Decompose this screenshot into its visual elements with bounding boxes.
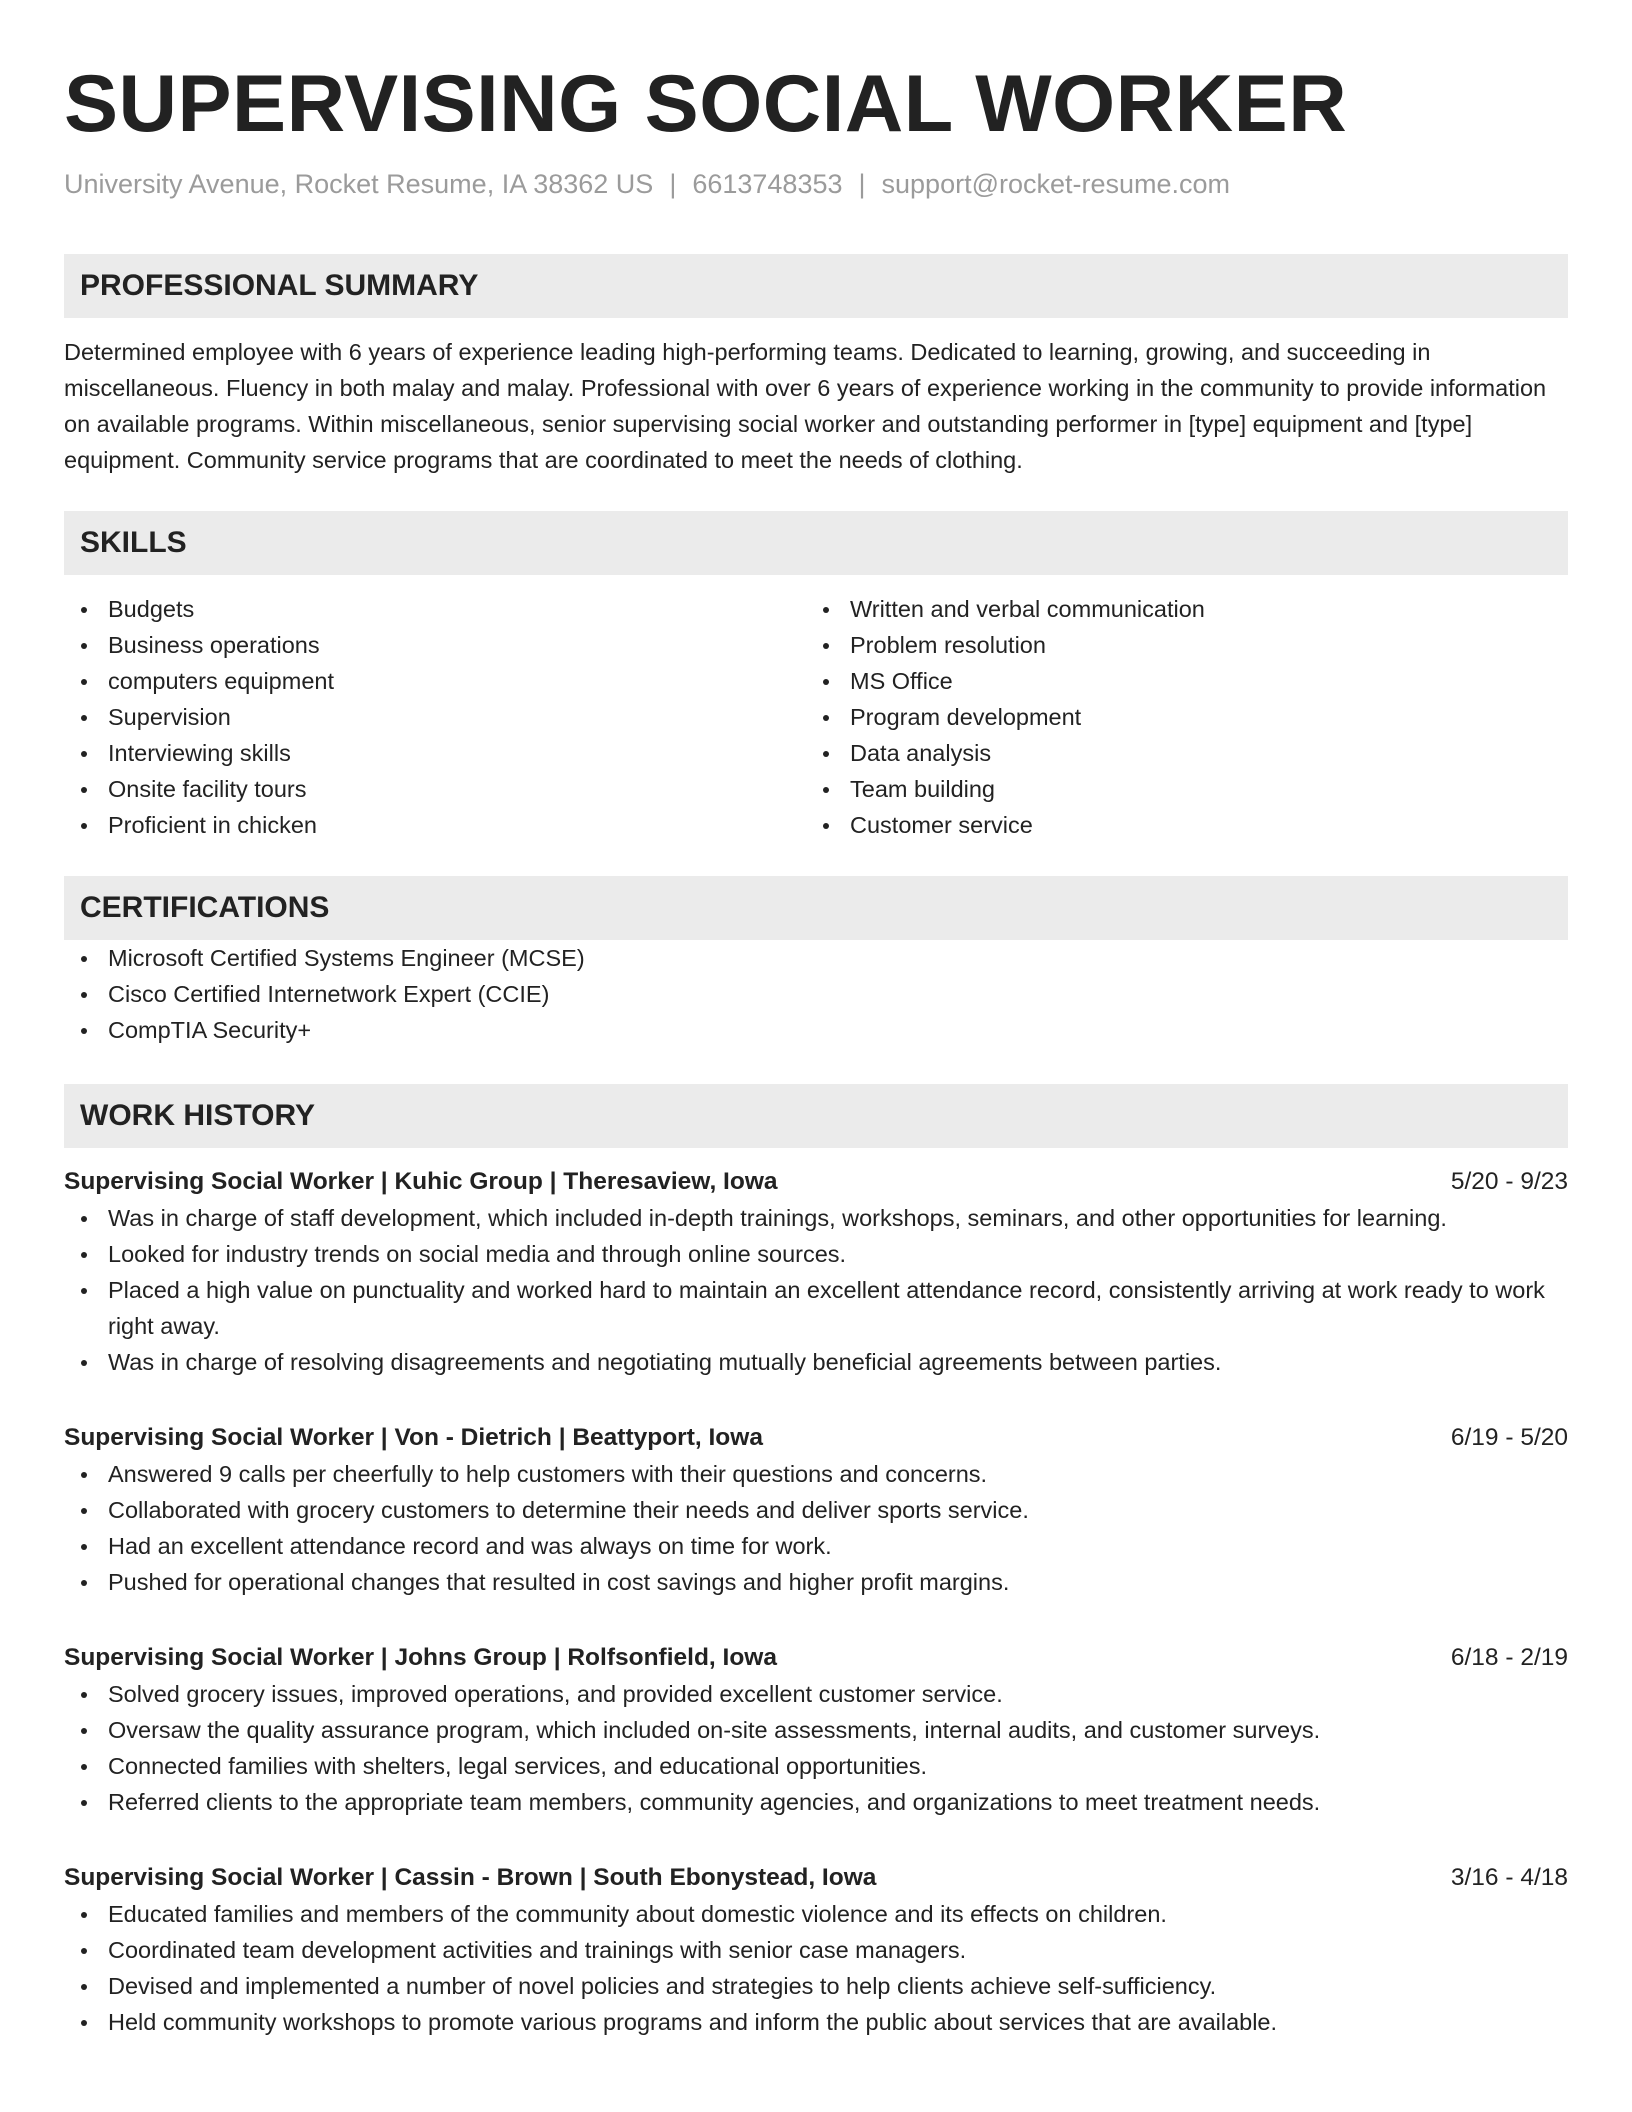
job-bullet: Coordinated team development activities and trainings with senior case managers. [64,1932,1568,1968]
certification-item: CompTIA Security+ [64,1012,1568,1048]
job-bullet: Answered 9 calls per cheerfully to help customers with their questions and concerns. [64,1456,1568,1492]
skill-item: Onsite facility tours [64,771,806,807]
contact-separator: | [669,169,677,199]
contact-line [64,167,1568,201]
contact-phone: 6613748353 [692,169,843,199]
job-bullet: Had an excellent attendance record and was always on time for work. [64,1528,1568,1564]
job-header [64,1860,1568,1896]
skill-item: Program development [806,699,1548,735]
job-entry [64,1860,1568,2040]
job-entry [64,1640,1568,1820]
skill-item: computers equipment [64,663,806,699]
job-title: Supervising Social Worker | Cassin - Brown | South Ebonystead, Iowa [64,1864,877,1891]
skill-item: Problem resolution [806,627,1548,663]
job-dates: 6/19 - 5/20 [1450,1424,1568,1451]
job-bullet: Was in charge of resolving disagreements and negotiating mutually beneficial agreements between parties. [64,1344,1568,1380]
skill-item: Customer service [806,807,1548,843]
skills-list-right [806,591,1548,843]
skills-grid [64,591,1568,843]
skill-item: Supervision [64,699,806,735]
job-bullet: Looked for industry trends on social media and through online sources. [64,1236,1568,1272]
section-heading-skills: SKILLS [64,511,1568,575]
job-bullet: Collaborated with grocery customers to determine their needs and deliver sports service. [64,1492,1568,1528]
section-heading-summary: PROFESSIONAL SUMMARY [64,254,1568,318]
section-heading-work-history: WORK HISTORY [64,1084,1568,1148]
skill-item: Data analysis [806,735,1548,771]
job-bullet: Connected families with shelters, legal services, and educational opportunities. [64,1748,1568,1784]
section-heading-certifications: CERTIFICATIONS [64,876,1568,940]
summary-text: Determined employee with 6 years of experience leading high-performing teams. Dedicated to learning, growing, and succeeding in miscellaneous. Fluency in both malay and malay. Professional with over 6 years of experience working in the community to provide information on available programs. Within miscellaneous, senior supervising social worker and outstanding performer in [type] equipment and [type] equipment. Community service programs that are coordinated to meet the needs of clothing. [64,339,1547,473]
skill-item: MS Office [806,663,1548,699]
job-bullets [64,1200,1568,1380]
job-bullet: Referred clients to the appropriate team members, community agencies, and organizations to meet treatment needs. [64,1784,1568,1820]
job-entry [64,1420,1568,1600]
skills-column-left [64,591,806,843]
skill-item: Proficient in chicken [64,807,806,843]
skill-item: Team building [806,771,1548,807]
job-dates: 6/18 - 2/19 [1450,1644,1568,1671]
certification-item: Microsoft Certified Systems Engineer (MCSE) [64,940,1568,976]
contact-separator: | [858,169,866,199]
job-bullet: Placed a high value on punctuality and worked hard to maintain an excellent attendance record, consistently arriving at work ready to work right away. [64,1272,1568,1344]
job-title: Supervising Social Worker | Kuhic Group | Theresaview, Iowa [64,1168,778,1195]
job-title: Supervising Social Worker | Johns Group | Rolfsonfield, Iowa [64,1644,777,1671]
job-bullets [64,1456,1568,1600]
job-bullet: Oversaw the quality assurance program, which included on-site assessments, internal audits, and customer surveys. [64,1712,1568,1748]
job-entry [64,1164,1568,1380]
job-bullet: Educated families and members of the community about domestic violence and its effects on children. [64,1896,1568,1932]
skill-item: Written and verbal communication [806,591,1548,627]
skill-item: Interviewing skills [64,735,806,771]
contact-address: University Avenue, Rocket Resume, IA 38362 US [64,169,654,199]
job-dates: 5/20 - 9/23 [1450,1168,1568,1195]
job-header [64,1640,1568,1676]
job-bullet: Devised and implemented a number of novel policies and strategies to help clients achieve self-sufficiency. [64,1968,1568,2004]
skills-column-right [806,591,1548,843]
job-title: Supervising Social Worker | Von - Dietrich | Beattyport, Iowa [64,1424,763,1451]
certifications-list [64,940,1568,1048]
certification-item: Cisco Certified Internetwork Expert (CCIE) [64,976,1568,1012]
job-bullet: Solved grocery issues, improved operations, and provided excellent customer service. [64,1676,1568,1712]
skill-item: Business operations [64,627,806,663]
job-header [64,1164,1568,1200]
skill-item: Budgets [64,591,806,627]
job-header [64,1420,1568,1456]
resume-name: SUPERVISING SOCIAL WORKER [64,59,1348,149]
job-bullet: Held community workshops to promote various programs and inform the public about services that are available. [64,2004,1568,2040]
job-bullets [64,1896,1568,2040]
job-bullets [64,1676,1568,1820]
job-bullet: Was in charge of staff development, which included in-depth trainings, workshops, seminars, and other opportunities for learning. [64,1200,1568,1236]
skills-list-left [64,591,806,843]
contact-email: support@rocket-resume.com [881,169,1231,199]
job-bullet: Pushed for operational changes that resulted in cost savings and higher profit margins. [64,1564,1568,1600]
job-dates: 3/16 - 4/18 [1450,1864,1568,1891]
